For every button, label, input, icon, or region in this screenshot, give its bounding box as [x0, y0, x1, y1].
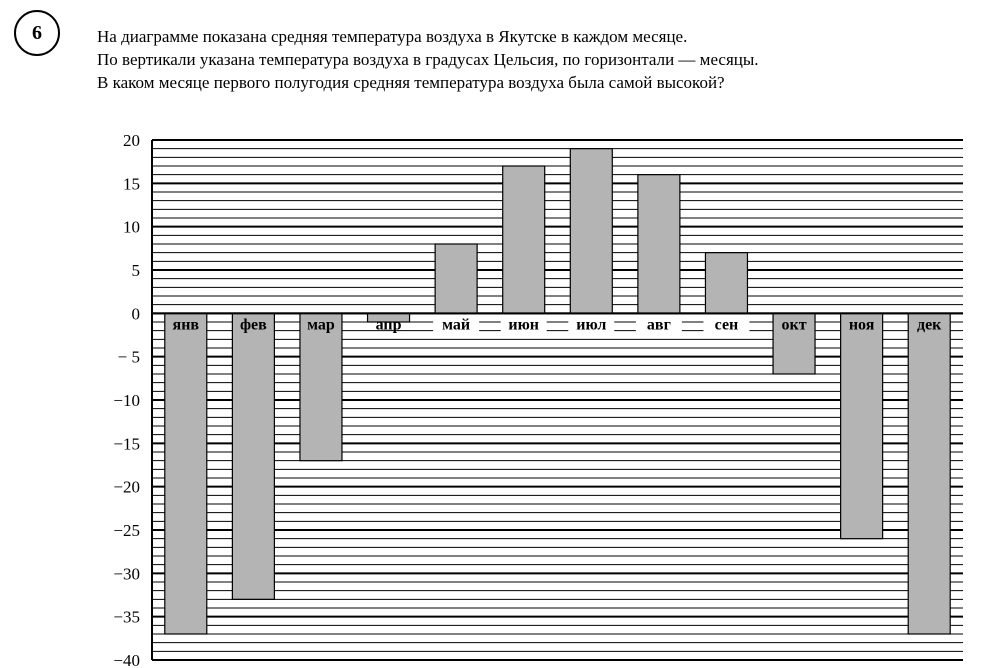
y-tick-label: −20 — [113, 477, 140, 497]
y-tick-label: − 5 — [117, 347, 140, 367]
y-tick-label: −10 — [113, 391, 140, 410]
problem-number: 6 — [32, 21, 42, 44]
category-label-июн: июн — [508, 316, 540, 334]
y-tick-label: −30 — [113, 564, 140, 584]
bar-ноя — [841, 313, 883, 538]
y-tick-label: −25 — [113, 521, 140, 540]
y-tick-label: 0 — [131, 304, 140, 324]
category-label-авг: авг — [646, 316, 671, 334]
category-label-сен: сен — [714, 316, 739, 334]
bar-сен — [705, 253, 747, 314]
bar-мар — [300, 313, 342, 460]
y-tick-label: −35 — [113, 607, 140, 627]
y-tick-label: 15 — [123, 174, 140, 194]
category-label-ноя: ноя — [848, 316, 875, 334]
bar-июн — [503, 166, 545, 313]
y-tick-label: −15 — [113, 434, 140, 454]
bar-июл — [570, 149, 612, 314]
y-tick-label: 20 — [123, 131, 140, 150]
y-tick-label: 5 — [131, 261, 140, 280]
category-label-дек: дек — [916, 316, 942, 334]
category-label-янв: янв — [172, 316, 200, 334]
category-label-июл: июл — [576, 316, 607, 334]
category-label-окт: окт — [781, 316, 807, 334]
category-label-мар: мар — [307, 316, 335, 334]
category-label-май: май — [442, 316, 471, 334]
question-line-2: По вертикали указана температура воздуха в градусах Цельсия, по горизонтали — месяцы. — [97, 50, 759, 69]
category-label-апр: апр — [375, 316, 402, 334]
y-tick-label: −40 — [113, 651, 140, 668]
bar-янв — [165, 313, 207, 634]
bar-авг — [638, 175, 680, 314]
y-tick-label: 10 — [123, 217, 140, 237]
question-line-3: В каком месяце первого полугодия средняя температура воздуха была самой высокой? — [97, 73, 725, 92]
bar-фев — [232, 313, 274, 599]
bar-дек — [908, 313, 950, 634]
question-line-1: На диаграмме показана средняя температура воздуха в Якутске в каждом месяце. — [97, 27, 688, 46]
category-label-фев: фев — [239, 316, 267, 334]
bar-май — [435, 244, 477, 313]
